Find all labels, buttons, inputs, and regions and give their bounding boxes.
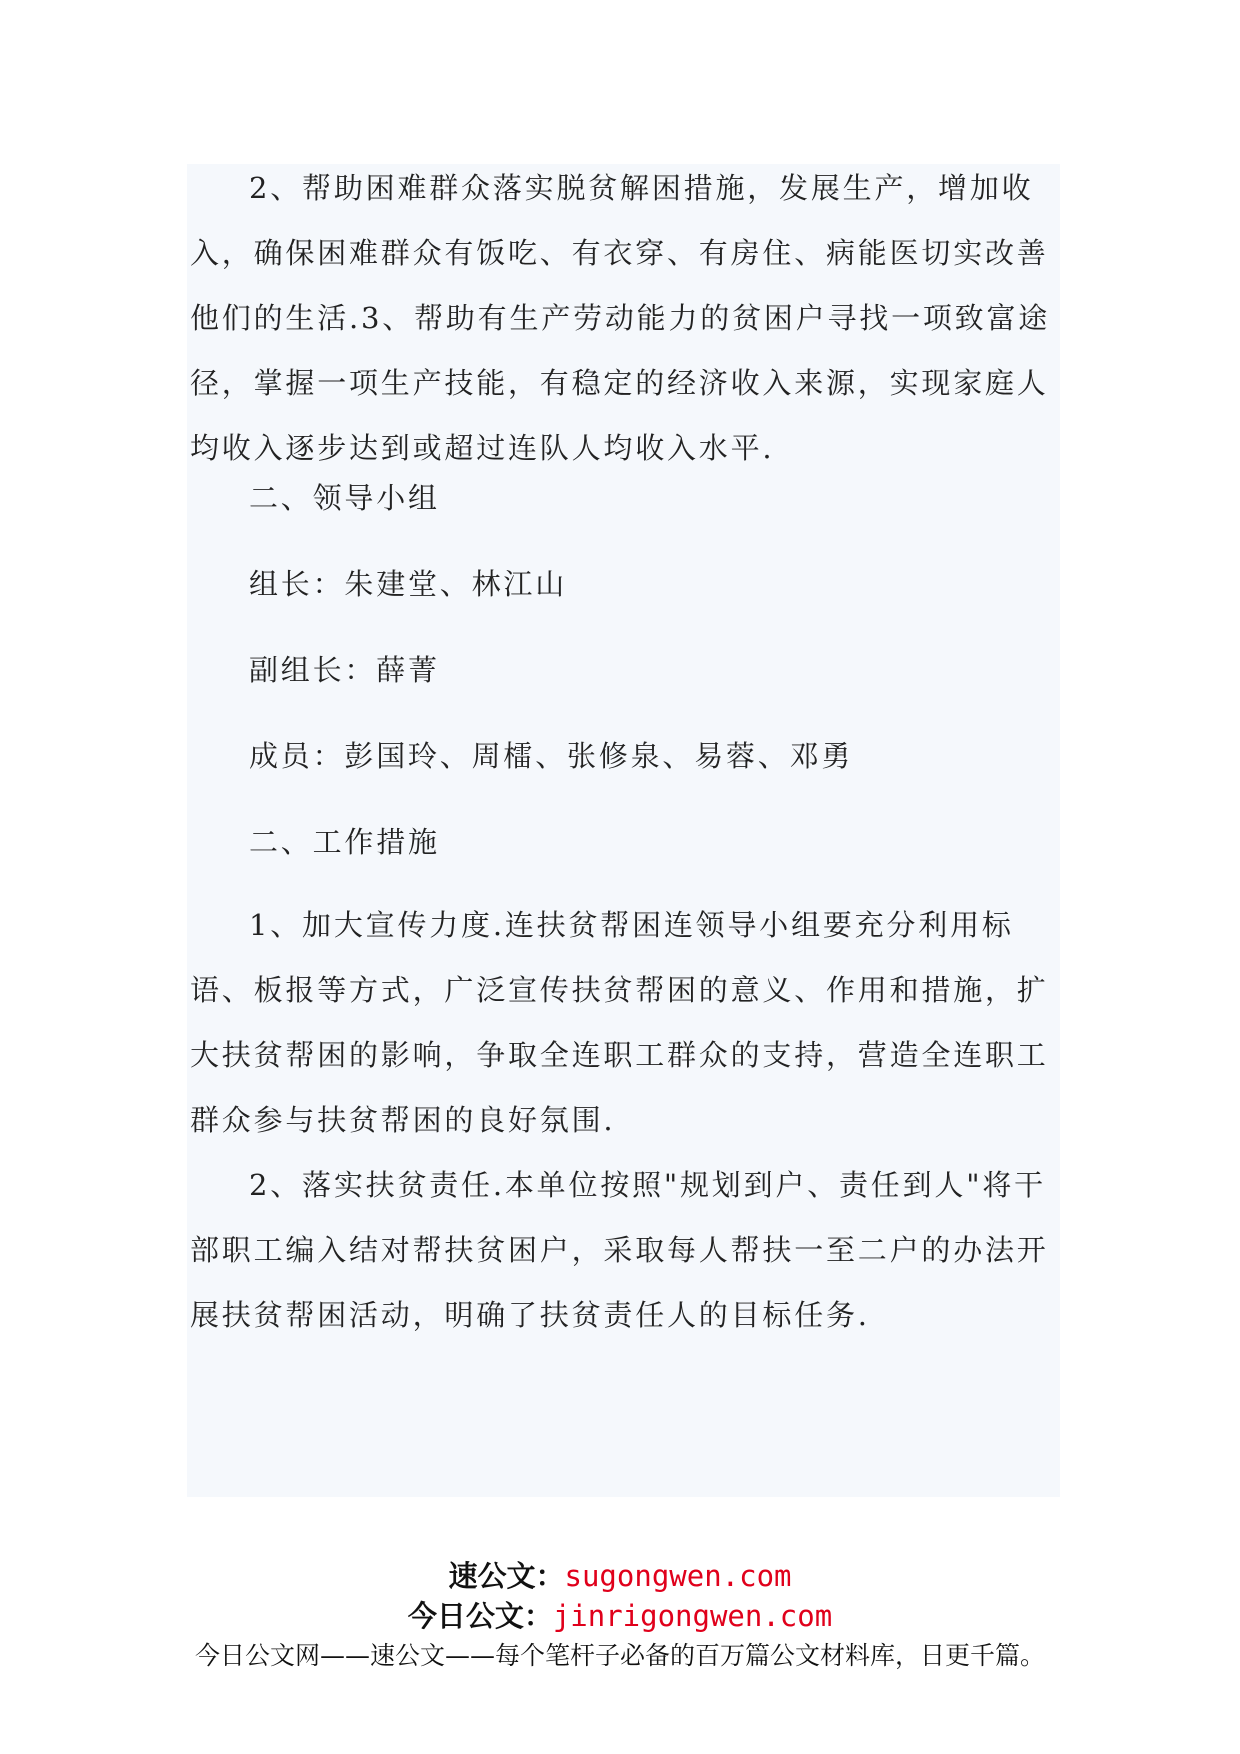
footer-line-2: [0, 1594, 1240, 1635]
footer-link-jinrigongwen[interactable]: jinrigongwen.com: [552, 1599, 833, 1633]
heading-leadership: 二、领导小组: [249, 481, 440, 515]
footer-label-2: 今日公文：: [407, 1599, 553, 1633]
paragraph-goals: 2、帮助困难群众落实脱贫解困措施，发展生产，增加收入，确保困难群众有饭吃、有衣穿、有房住、病能医切实改善他们的生活.3、帮助有生产劳动能力的贫困户寻找一项致富途径，掌握一项生产技能，有稳定的经济收入来源，实现家庭人均收入逐步达到或超过连队人均收入水平.: [190, 171, 1051, 465]
document-body: [187, 164, 1060, 1497]
paragraph-responsibility: 2、落实扶贫责任.本单位按照"规划到户、责任到人"将干部职工编入结对帮扶贫困户，采取每人帮扶一至二户的办法开展扶贫帮困活动，明确了扶贫责任人的目标任务.: [190, 1168, 1049, 1332]
footer-line-1: [0, 1554, 1240, 1595]
members-line: 成员：彭国玲、周檑、张修泉、易蓉、邓勇: [249, 739, 854, 773]
footer-link-sugongwen[interactable]: sugongwen.com: [564, 1559, 792, 1593]
leader-line: 组长：朱建堂、林江山: [249, 567, 568, 601]
paragraph-publicity: 1、加大宣传力度.连扶贫帮困连领导小组要充分利用标语、板报等方式，广泛宣传扶贫帮困的意义、作用和措施，扩大扶贫帮困的影响，争取全连职工群众的支持，营造全连职工群众参与扶贫帮困的良好氛围.: [190, 908, 1049, 1137]
heading-measures: 二、工作措施: [249, 825, 440, 859]
deputy-line: 副组长：薛菁: [249, 653, 440, 687]
footer-tagline: 今日公文网——速公文——每个笔杆子必备的百万篇公文材料库，日更千篇。: [194, 1641, 1045, 1670]
footer-label-1: 速公文：: [448, 1559, 565, 1593]
